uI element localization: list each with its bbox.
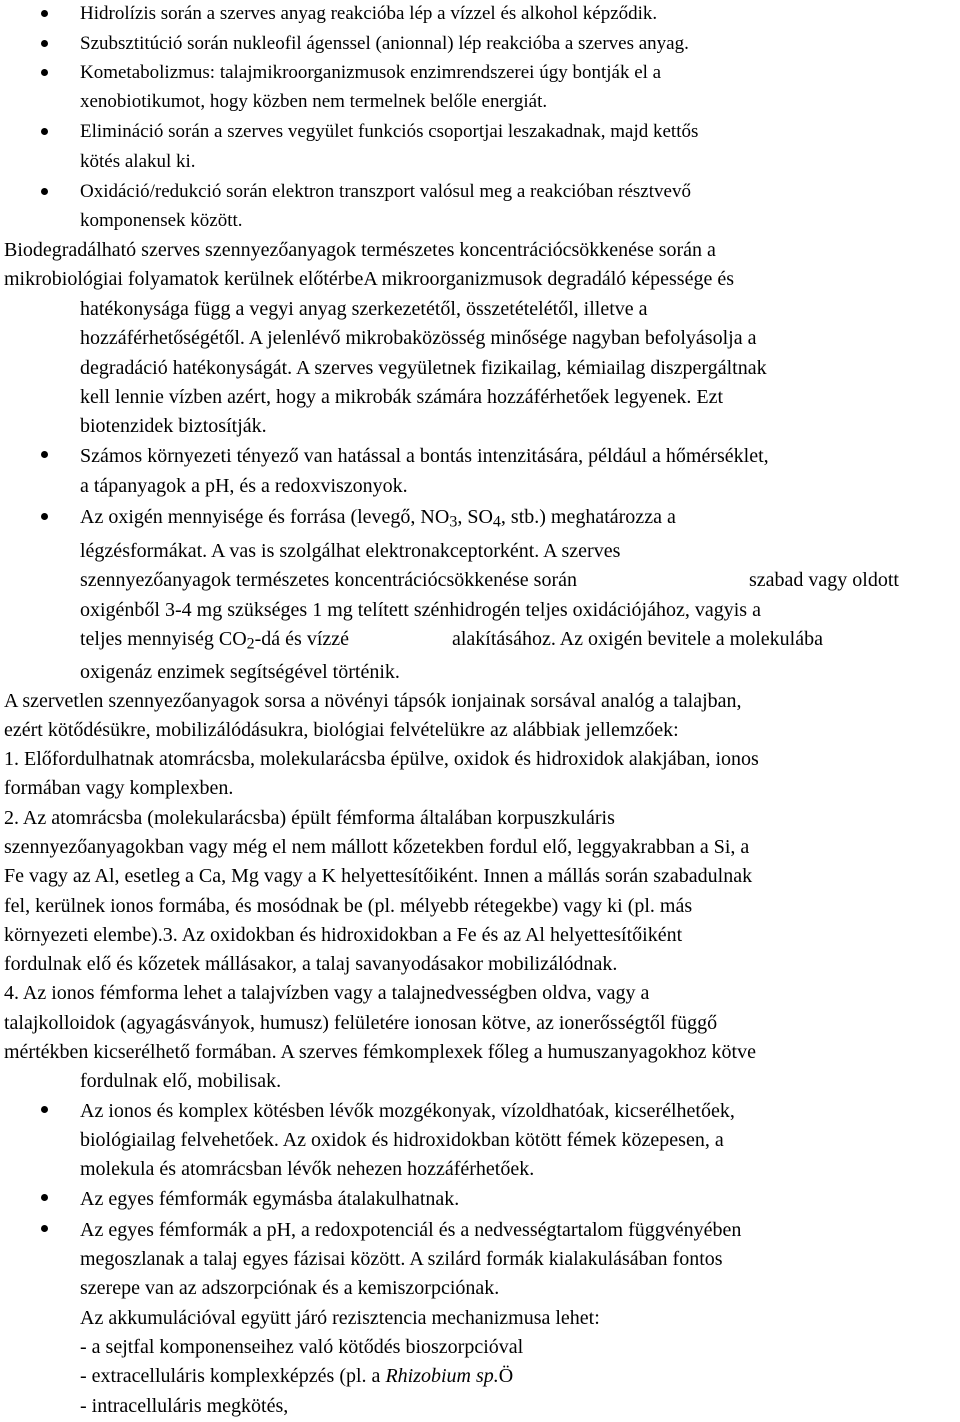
list-item: Az oxigén mennyisége és forrása (levegő, $NO_3$, $SO_4$, stb.) meghatározza a <box>80 506 676 531</box>
paragraph-line: környezeti elembe).3. Az oxidokban és hidroxidokban a Fe és az Al helyettesítőiként <box>4 924 683 946</box>
bullet-dot <box>41 40 48 47</box>
list-item-continuation: légzésformákat. A vas is szolgálhat elektronakceptorként. A szerves <box>80 540 621 562</box>
list-item: - extracelluláris komplexképzés (pl. a Rhizobium sp.Ö <box>80 1365 514 1387</box>
paragraph-line: Az akkumulációval együtt járó rezisztencia mechanizmusa lehet: <box>80 1307 600 1329</box>
bullet-dot <box>41 1194 48 1201</box>
list-item: - intracelluláris megkötés, <box>80 1395 289 1417</box>
list-item-continuation: molekula és atomrácsban lévők nehezen hozzáférhetőek. <box>80 1158 535 1180</box>
paragraph-line: fordulnak elő és kőzetek mállásakor, a talaj savanyodásakor mobilizálódnak. <box>4 953 618 975</box>
list-item: Oxidáció/redukció során elektron transzport valósul meg a reakcióban résztvevő <box>80 181 691 202</box>
list-item-continuation: xenobiotikumot, hogy közben nem termelnek belőle energiát. <box>80 91 548 112</box>
paragraph-line: mértékben kicserélhető formában. A szerves fémkomplexek főleg a humuszanyagokhoz kötve <box>4 1041 756 1063</box>
bullet-dot <box>41 188 48 195</box>
bullet-dot <box>41 513 48 520</box>
paragraph-line: mikrobiológiai folyamatok kerülnek előtérbeA mikroorganizmusok degradáló képessége és <box>4 268 734 290</box>
paragraph-line: ezért kötődésükre, mobilizálódásukra, biológiai felvételükre az alábbiak jellemzőek: <box>4 719 679 741</box>
paragraph-line: talajkolloidok (agyagásványok, humusz) felületére ionosan kötve, az ionerősségtől függő <box>4 1012 718 1034</box>
paragraph-line: szennyezőanyagokban vagy még el nem mállott kőzetekben fordul elő, leggyakrabban a Si, a <box>4 836 750 858</box>
list-item: Számos környezeti tényező van hatással a bontás intenzitására, például a hőmérséklet, <box>80 445 769 467</box>
list-item-continuation: oxigénből 3-4 mg szükséges 1 mg telített szénhidrogén teljes oxidációjához, vagyis a <box>80 599 761 621</box>
list-item: Az egyes fémformák egymásba átalakulhatnak. <box>80 1188 460 1210</box>
paragraph-line: Biodegradálható szerves szennyezőanyagok természetes koncentrációcsökkenése során a <box>4 239 716 261</box>
list-item-continuation: teljes mennyiség $CO_2-dá$ és vízzé <box>80 628 350 653</box>
bullet-dot <box>41 1106 48 1113</box>
list-item-continuation: alakításához. Az oxigén bevitele a molekulába <box>452 628 823 650</box>
list-item: Az ionos és komplex kötésben lévők mozgékonyak, vízoldhatóak, kicserélhetőek, <box>80 1100 735 1122</box>
list-item: Hidrolízis során a szerves anyag reakcióba lép a vízzel és alkohol képződik. <box>80 3 658 24</box>
list-item-continuation: komponensek között. <box>80 210 243 231</box>
list-item: - a sejtfal komponenseihez való kötődés bioszorpcióval <box>80 1336 524 1358</box>
list-item-continuation: szabad vagy oldott <box>749 569 899 591</box>
paragraph-line: Fe vagy az Al, esetleg a Ca, Mg vagy a K helyettesítőiként. Innen a mállás során szabadulnak <box>4 865 753 887</box>
paragraph-line: 4. Az ionos fémforma lehet a talajvízben vagy a talajnedvességben oldva, vagy a <box>4 982 650 1004</box>
paragraph-line: fel, kerülnek ionos formába, és mosódnak be (pl. mélyebb rétegekbe) vagy ki (pl. más <box>4 895 693 917</box>
list-item: Elimináció során a szerves vegyület funkciós csoportjai leszakadnak, majd kettős <box>80 121 699 142</box>
paragraph-line: degradáció hatékonyságát. A szerves vegyületnek fizikailag, kémiailag diszpergáltnak <box>80 357 767 379</box>
paragraph-line: fordulnak elő, mobilisak. <box>80 1070 282 1092</box>
list-item-continuation: oxigenáz enzimek segítségével történik. <box>80 661 400 683</box>
paragraph-line: biotenzidek biztosítják. <box>80 415 267 437</box>
list-item: Kometabolizmus: talajmikroorganizmusok enzimrendszerei úgy bontják el a <box>80 62 662 83</box>
list-item-continuation: biológiailag felvehetőek. Az oxidok és hidroxidokban kötött fémek közepesen, a <box>80 1129 724 1151</box>
paragraph-line: 2. Az atomrácsba (molekularácsba) épült fémforma általában korpuszkuláris <box>4 807 615 829</box>
bullet-dot <box>41 10 48 17</box>
paragraph-line: 1. Előfordulhatnak atomrácsba, molekularácsba épülve, oxidok és hidroxidok alakjában, ionos <box>4 748 759 770</box>
bullet-dot <box>41 451 48 458</box>
list-item-continuation: szerepe van az adszorpciónak és a kemiszorpciónak. <box>80 1277 500 1299</box>
list-item: Az egyes fémformák a pH, a redoxpotenciál és a nedvességtartalom függvényében <box>80 1219 742 1241</box>
paragraph-line: formában vagy komplexben. <box>4 777 234 799</box>
paragraph-line: kell lennie vízben azért, hogy a mikrobák számára hozzáférhetőek legyenek. Ezt <box>80 386 724 408</box>
list-item-continuation: megoszlanak a talaj egyes fázisai között. A szilárd formák kialakulásában fontos <box>80 1248 723 1270</box>
bullet-dot <box>41 69 48 76</box>
bullet-dot <box>41 128 48 135</box>
list-item-continuation: a tápanyagok a pH, és a redoxviszonyok. <box>80 475 408 497</box>
list-item-continuation: kötés alakul ki. <box>80 151 196 172</box>
paragraph-line: hozzáférhetőségétől. A jelenlévő mikrobaközösség minősége nagyban befolyásolja a <box>80 327 757 349</box>
list-item: Szubsztitúció során nukleofil ágenssel (anionnal) lép reakcióba a szerves anyag. <box>80 33 689 54</box>
bullet-dot <box>41 1225 48 1232</box>
list-item-continuation: szennyezőanyagok természetes koncentrációcsökkenése során <box>80 569 578 591</box>
paragraph-line: A szervetlen szennyezőanyagok sorsa a növényi tápsók ionjainak sorsával analóg a talajban, <box>4 690 742 712</box>
paragraph-line: hatékonysága függ a vegyi anyag szerkezetétől, összetételétől, illetve a <box>80 298 648 320</box>
